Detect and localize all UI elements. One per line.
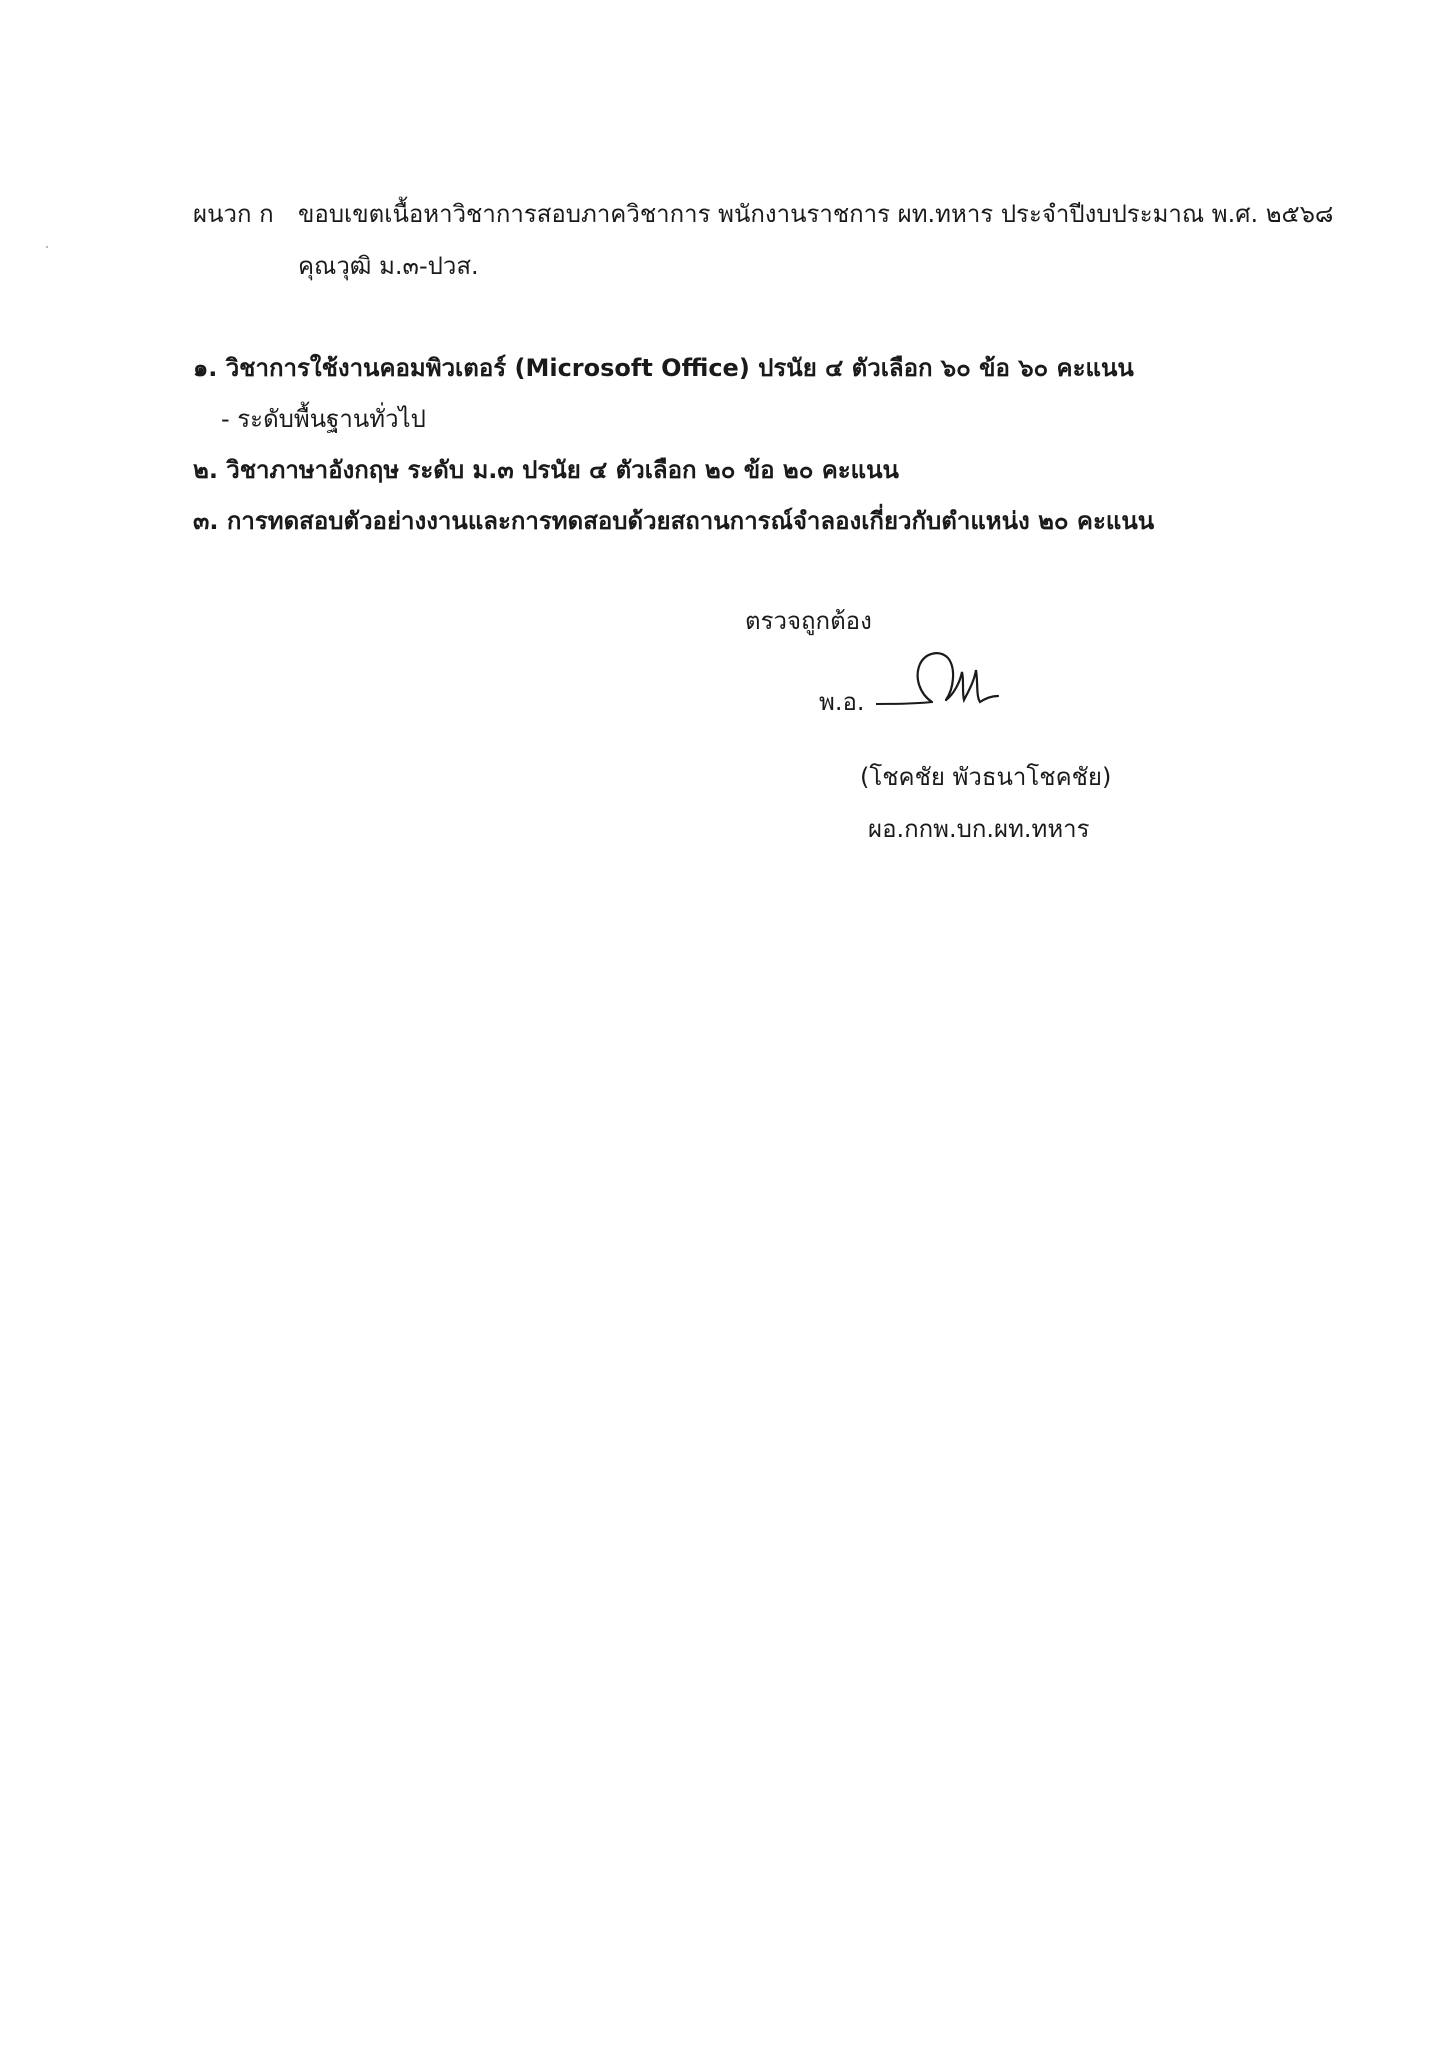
verified-label: ตรวจถูกต้อง xyxy=(745,607,872,635)
scan-speck xyxy=(46,246,48,248)
annex-subtitle: คุณวุฒิ ม.๓-ปวส. xyxy=(298,252,479,280)
sub-list-item: - ระดับพื้นฐานทั่วไป xyxy=(221,405,426,433)
list-item: ๑. วิชาการใช้งานคอมพิวเตอร์ (Microsoft Office) ปรนัย ๔ ตัวเลือก ๖๐ ข้อ ๖๐ คะแนน xyxy=(193,354,1134,382)
signer-rank: พ.อ. xyxy=(819,688,865,716)
handwritten-signature xyxy=(876,642,1006,722)
signer-position: ผอ.กกพ.บก.ผท.ทหาร xyxy=(868,815,1090,843)
annex-label: ผนวก ก xyxy=(193,200,274,228)
list-item: ๓. การทดสอบตัวอย่างงานและการทดสอบด้วยสถานการณ์จำลองเกี่ยวกับตำแหน่ง ๒๐ คะแนน xyxy=(193,507,1155,535)
signer-name: (โชคชัย พัวธนาโชคชัย) xyxy=(860,763,1112,791)
annex-title: ขอบเขตเนื้อหาวิชาการสอบภาควิชาการ พนักงานราชการ ผท.ทหาร ประจำปีงบประมาณ พ.ศ. ๒๕๖๘ xyxy=(298,200,1334,228)
list-item: ๒. วิชาภาษาอังกฤษ ระดับ ม.๓ ปรนัย ๔ ตัวเลือก ๒๐ ข้อ ๒๐ คะแนน xyxy=(193,456,899,484)
